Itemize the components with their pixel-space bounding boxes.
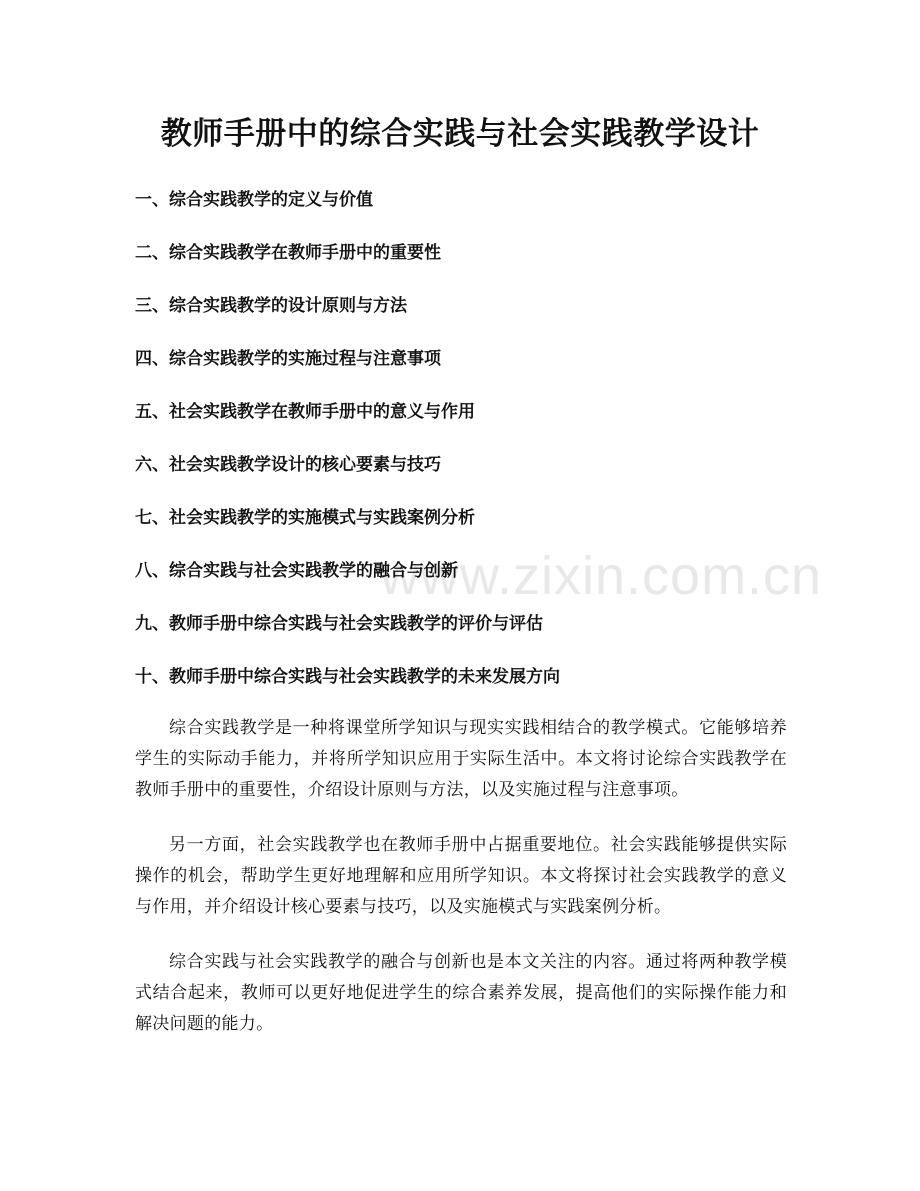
toc-item: 三、综合实践教学的设计原则与方法	[135, 296, 407, 316]
toc-item: 九、教师手册中综合实践与社会实践教学的评价与评估	[135, 614, 543, 634]
body-text	[135, 713, 787, 1064]
toc-item: 七、社会实践教学的实施模式与实践案例分析	[135, 508, 475, 528]
body-paragraph: 综合实践教学是一种将课堂所学知识与现实实践相结合的教学模式。它能够培养学生的实际动手能力，并将所学知识应用于实际生活中。本文将讨论综合实践教学在教师手册中的重要性，介绍设计原则与方法，以及实施过程与注意事项。	[135, 718, 787, 800]
toc-item: 二、综合实践教学在教师手册中的重要性	[135, 243, 441, 263]
toc-item: 五、社会实践教学在教师手册中的意义与作用	[135, 402, 475, 422]
watermark: www.zixin.com.cn	[380, 546, 823, 606]
toc-item: 四、综合实践教学的实施过程与注意事项	[135, 349, 441, 369]
toc-item: 六、社会实践教学设计的核心要素与技巧	[135, 455, 441, 475]
body-paragraph: 综合实践与社会实践教学的融合与创新也是本文关注的内容。通过将两种教学模式结合起来，教师可以更好地促进学生的综合素养发展，提高他们的实际操作能力和解决问题的能力。	[135, 952, 787, 1034]
toc-item: 十、教师手册中综合实践与社会实践教学的未来发展方向	[135, 667, 560, 687]
page-title: 教师手册中的综合实践与社会实践教学设计	[160, 116, 760, 152]
toc-item: 八、综合实践与社会实践教学的融合与创新	[135, 561, 458, 581]
toc-item: 一、综合实践教学的定义与价值	[135, 190, 373, 210]
table-of-contents	[135, 186, 795, 716]
body-paragraph: 另一方面，社会实践教学也在教师手册中占据重要地位。社会实践能够提供实际操作的机会，帮助学生更好地理解和应用所学知识。本文将探讨社会实践教学的意义与作用，并介绍设计核心要素与技巧，以及实施模式与实践案例分析。	[135, 835, 787, 917]
